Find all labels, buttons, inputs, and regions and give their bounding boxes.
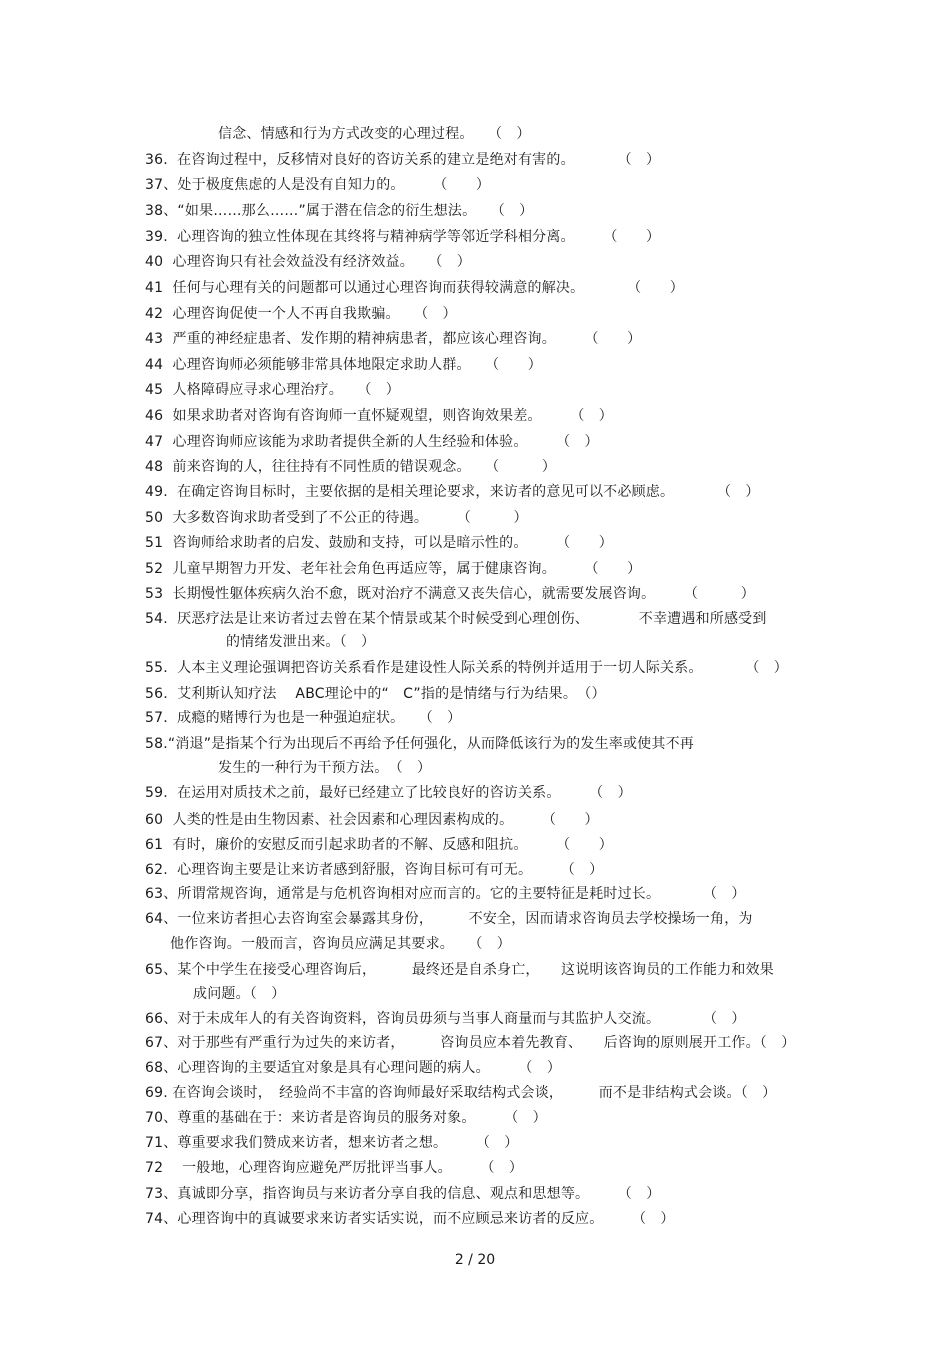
text-line: 70、尊重的基础在于：来访者是咨询员的服务对象。 （ ）: [145, 1110, 547, 1126]
text-line: 的情绪发泄出来。（ ）: [226, 634, 376, 650]
text-line: 41 任何与心理有关的问题都可以通过心理咨询而获得较满意的解决。 （ ）: [145, 280, 684, 296]
text-line: 43 严重的神经症患者、发作期的精神病患者，都应该心理咨询。 （ ）: [145, 331, 642, 347]
text-line: 74、心理咨询中的真诚要求来访者实话实说，而不应顾忌来访者的反应。 （ ）: [145, 1211, 675, 1227]
text-line: 37、处于极度焦虑的人是没有自知力的。 （ ）: [145, 177, 491, 193]
text-line: 68、心理咨询的主要适宜对象是具有心理问题的病人。 （ ）: [145, 1060, 562, 1076]
text-line: 64、一位来访者担心去咨询室会暴露其身份， 不安全，因而请求咨询员去学校操场一角，为: [145, 911, 753, 927]
text-line: 57. 成瘾的赌博行为也是一种强迫症状。 （ ）: [145, 710, 462, 726]
text-line: 73、真诚即分享，指咨询员与来访者分享自我的信息、观点和思想等。 （ ）: [145, 1186, 661, 1202]
text-line: 56. 艾利斯认知疗法 ABC理论中的“ C”指的是情绪与行为结果。 （）: [145, 686, 606, 702]
text-line: 45 人格障碍应寻求心理治疗。 （ ）: [145, 382, 400, 398]
text-line: 60 人类的性是由生物因素、社会因素和心理因素构成的。 （ ）: [145, 812, 599, 828]
text-line: 42 心理咨询促使一个人不再自我欺骗。 （ ）: [145, 306, 457, 322]
text-line: 他作咨询。一般而言，咨询员应满足其要求。 （ ）: [170, 936, 511, 952]
text-line: 51 咨询师给求助者的启发、鼓励和支持，可以是暗示性的。 （ ）: [145, 535, 613, 551]
text-line: 65、某个中学生在接受心理咨询后， 最终还是自杀身亡， 这说明该咨询员的工作能力和效果: [145, 962, 775, 978]
text-line: 61 有时，廉价的安慰反而引起求助者的不解、反感和阻抗。 （ ）: [145, 837, 613, 853]
text-line: 63、所谓常规咨询，通常是与危机咨询相对应而言的。它的主要特征是耗时过长。 （ ）: [145, 886, 746, 902]
text-line: 发生的一种行为干预方法。 （ ）: [218, 760, 432, 776]
text-line: 52 儿童早期智力开发、老年社会角色再适应等，属于健康咨询。 （ ）: [145, 561, 642, 577]
text-line: 54. 厌恶疗法是让来访者过去曾在某个情景或某个时候受到心理创伤、 不幸遭遇和所感受到: [145, 611, 767, 627]
text-line: 50 大多数咨询求助者受到了不公正的待遇。 （ ）: [145, 510, 528, 526]
text-line: 成问题。（ ）: [193, 986, 286, 1002]
text-line: 55. 人本主义理论强调把咨访关系看作是建设性人际关系的特例并适用于一切人际关系。 （ ）: [145, 660, 788, 676]
text-line: 信念、情感和行为方式改变的心理过程。 （ ）: [218, 126, 531, 142]
text-line: 38、“如果……那么……”属于潜在信念的衍生想法。 （ ）: [145, 203, 534, 219]
text-line: 49. 在确定咨询目标时，主要依据的是相关理论要求，来访者的意见可以不必顾虑。 （ ）: [145, 484, 760, 500]
text-line: 53 长期慢性躯体疾病久治不愈，既对治疗不满意又丧失信心，就需要发展咨询。 （ ）: [145, 586, 755, 602]
text-line: 62. 心理咨询主要是让来访者感到舒服，咨询目标可有可无。 （ ）: [145, 862, 604, 878]
text-line: 36. 在咨询过程中，反移情对良好的咨访关系的建立是绝对有害的。 （ ）: [145, 152, 661, 168]
text-line: 58.“消退”是指某个行为出现后不再给予任何强化，从而降低该行为的发生率或使其不再: [145, 736, 694, 752]
text-line: 47 心理咨询师应该能为求助者提供全新的人生经验和体验。 （ ）: [145, 434, 599, 450]
text-line: 59. 在运用对质技术之前，最好已经建立了比较良好的咨访关系。 （ ）: [145, 785, 632, 801]
text-line: 46 如果求助者对咨询有咨询师一直怀疑观望，则咨询效果差。 （ ）: [145, 408, 613, 424]
text-line: 39. 心理咨询的独立性体现在其终将与精神病学等邻近学科相分离。 （ ）: [145, 229, 661, 245]
text-line: 48 前来咨询的人，往往持有不同性质的错误观念。 （ ）: [145, 459, 557, 475]
text-line: 66、对于未成年人的有关咨询资料，咨询员毋须与当事人商量而与其监护人交流。 （ ）: [145, 1011, 746, 1027]
text-line: 72 一般地，心理咨询应避免严厉批评当事人。 （ ）: [145, 1160, 524, 1176]
page-number: 2 / 20: [454, 1252, 496, 1268]
text-line: 44 心理咨询师必须能够非常具体地限定求助人群。 （ ）: [145, 357, 542, 373]
text-line: 40 心理咨询只有社会效益没有经济效益。 （ ）: [145, 254, 471, 270]
text-line: 71、尊重要求我们赞成来访者，想来访者之想。 （ ）: [145, 1135, 519, 1151]
text-line: 69. 在咨询会谈时， 经验尚不丰富的咨询师最好采取结构式会谈， 而不是非结构式会谈。（ ）: [145, 1085, 777, 1101]
text-line: 67、对于那些有严重行为过失的来访者， 咨询员应本着先教育、 后咨询的原则展开工作。（ ）: [145, 1035, 796, 1051]
